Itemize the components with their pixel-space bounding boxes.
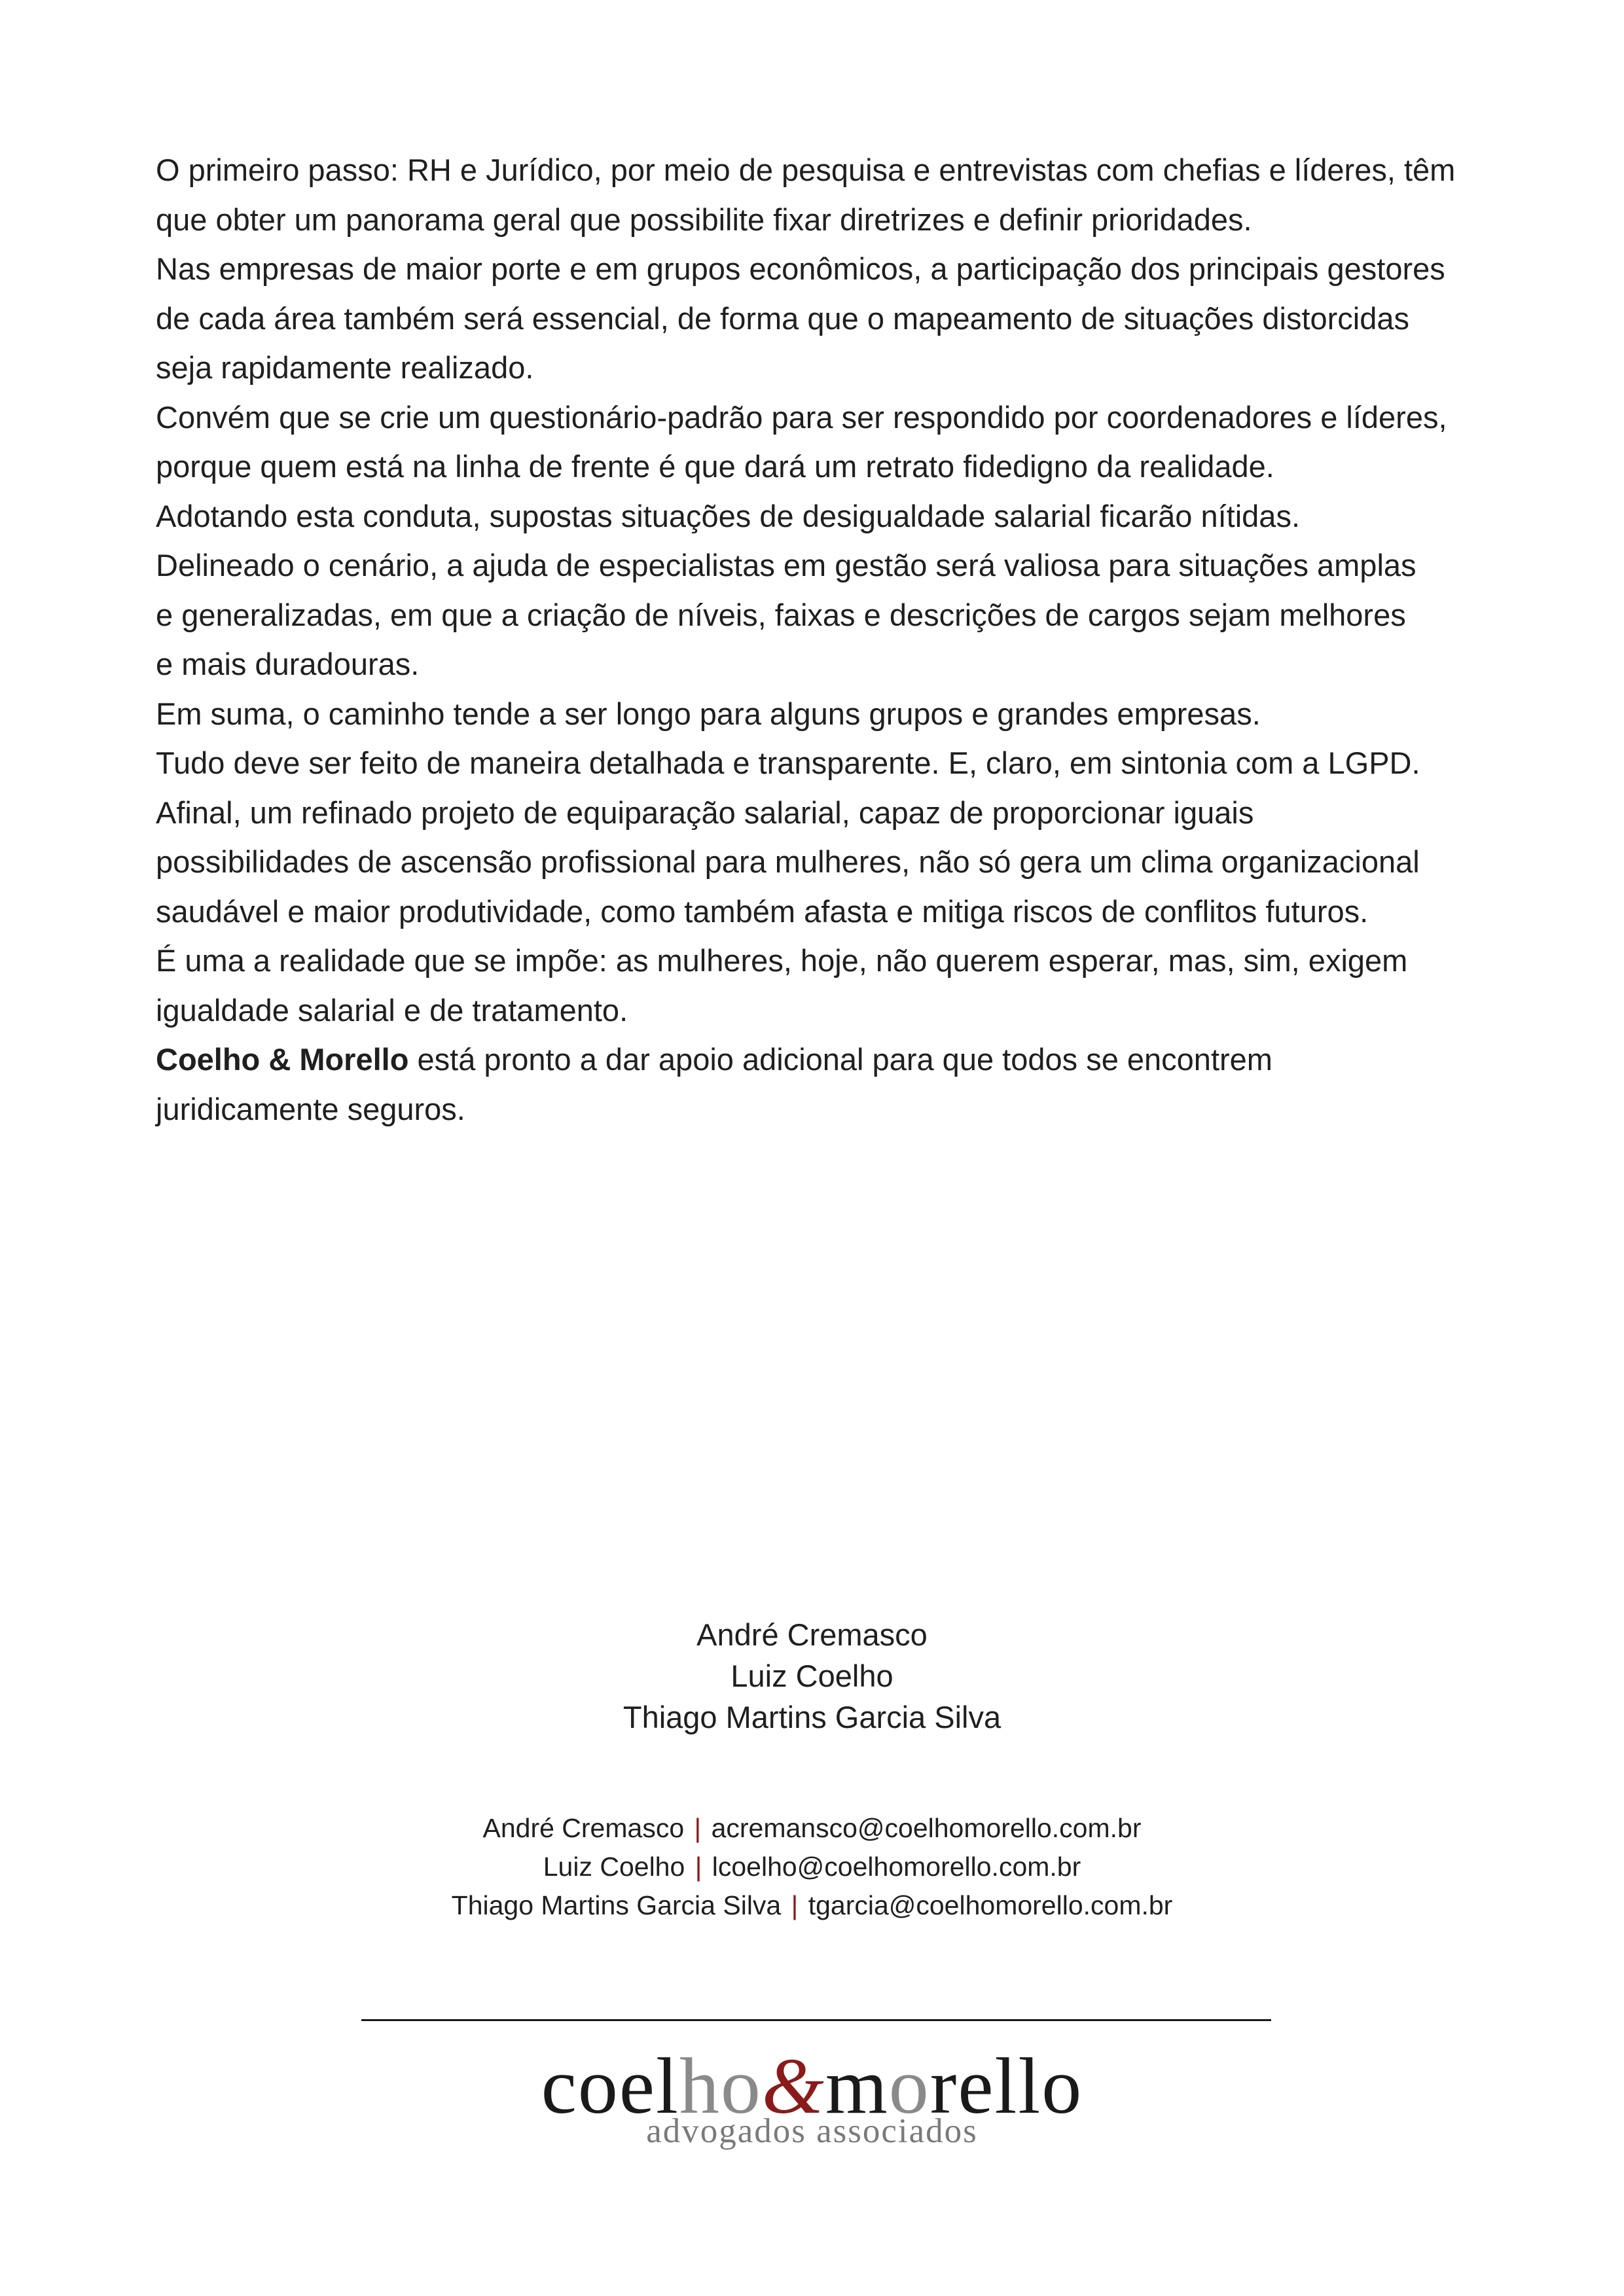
contact-separator: | xyxy=(694,1813,702,1843)
footer-divider xyxy=(361,2019,1271,2021)
text-line: que obter um panorama geral que possibilite fixar diretrizes e definir prioridades. xyxy=(156,202,1252,237)
author-name: Thiago Martins Garcia Silva xyxy=(623,1700,1001,1734)
authors-signature xyxy=(0,1614,1624,1738)
text-line: Adotando esta conduta, supostas situações de desigualdade salarial ficarão nítidas. xyxy=(156,498,1300,533)
text-line: Em suma, o caminho tende a ser longo para alguns grupos e grandes empresas. xyxy=(156,696,1261,731)
text-line: porque quem está na linha de frente é que dará um retrato fidedigno da realidade. xyxy=(156,449,1274,484)
text-line: Convém que se crie um questionário-padrão para ser respondido por coordenadores e líderes, xyxy=(156,399,1447,435)
logo-text: ho xyxy=(679,2042,762,2130)
paragraph xyxy=(156,393,1491,492)
contact-email[interactable]: lcoelho@coelhomorello.com.br xyxy=(712,1852,1081,1882)
closing-paragraph xyxy=(156,1035,1491,1134)
contact-name: Thiago Martins Garcia Silva xyxy=(451,1890,782,1920)
contact-separator: | xyxy=(695,1852,702,1882)
paragraph xyxy=(156,936,1491,1035)
logo-text: o xyxy=(888,2042,930,2130)
contact-name: André Cremasco xyxy=(482,1813,685,1843)
contact-line xyxy=(0,1886,1624,1925)
author-name: Luiz Coelho xyxy=(731,1659,893,1693)
contact-name: Luiz Coelho xyxy=(543,1852,685,1882)
paragraph xyxy=(156,788,1491,937)
contact-email[interactable]: acremansco@coelhomorello.com.br xyxy=(711,1813,1142,1843)
body-text xyxy=(156,145,1491,1134)
text-line: possibilidades de ascensão profissional para mulheres, não só gera um clima organizacional xyxy=(156,844,1420,879)
contact-email[interactable]: tgarcia@coelhomorello.com.br xyxy=(808,1890,1173,1920)
text-line: juridicamente seguros. xyxy=(156,1091,465,1126)
contacts-list xyxy=(0,1809,1624,1925)
text-line: igualdade salarial e de tratamento. xyxy=(156,992,628,1028)
firm-name: Coelho & Morello xyxy=(156,1042,409,1077)
paragraph xyxy=(156,244,1491,393)
text-line: O primeiro passo: RH e Jurídico, por meio de pesquisa e entrevistas com chefias e líderes, têm xyxy=(156,152,1456,187)
text-line: está pronto a dar apoio adicional para que todos se encontrem xyxy=(408,1042,1272,1077)
text-line: Nas empresas de maior porte e em grupos econômicos, a participação dos principais gestores xyxy=(156,251,1445,286)
contact-line xyxy=(0,1809,1624,1848)
text-line: Tudo deve ser feito de maneira detalhada e transparente. E, claro, em sintonia com a LGPD. xyxy=(156,745,1420,780)
paragraph xyxy=(156,145,1491,244)
logo-text: m xyxy=(825,2042,889,2130)
logo-subtitle: advogados associados xyxy=(646,2112,978,2150)
text-line: É uma a realidade que se impõe: as mulheres, hoje, não querem esperar, mas, sim, exigem xyxy=(156,943,1408,978)
text-line: saudável e maior produtividade, como também afasta e mitiga riscos de conflitos futuros. xyxy=(156,893,1369,929)
logo-ampersand: & xyxy=(761,2042,825,2130)
firm-logo xyxy=(0,2041,1624,2150)
text-line: de cada área também será essencial, de forma que o mapeamento de situações distorcidas xyxy=(156,300,1410,336)
paragraph xyxy=(156,541,1491,689)
author-name: André Cremasco xyxy=(696,1617,928,1652)
contact-separator: | xyxy=(791,1890,799,1920)
text-line: Afinal, um refinado projeto de equiparação salarial, capaz de proporcionar iguais xyxy=(156,795,1254,830)
paragraph xyxy=(156,689,1491,739)
logo-text: coel xyxy=(541,2042,679,2130)
paragraph xyxy=(156,738,1491,788)
contact-line xyxy=(0,1848,1624,1886)
text-line: e generalizadas, em que a criação de níveis, faixas e descrições de cargos sejam melhores xyxy=(156,597,1406,632)
text-line: e mais duradouras. xyxy=(156,647,420,681)
text-line: Delineado o cenário, a ajuda de especialistas em gestão será valiosa para situações amplas xyxy=(156,548,1416,583)
paragraph xyxy=(156,492,1491,541)
logo-text: rello xyxy=(929,2042,1083,2130)
text-line: seja rapidamente realizado. xyxy=(156,350,534,385)
